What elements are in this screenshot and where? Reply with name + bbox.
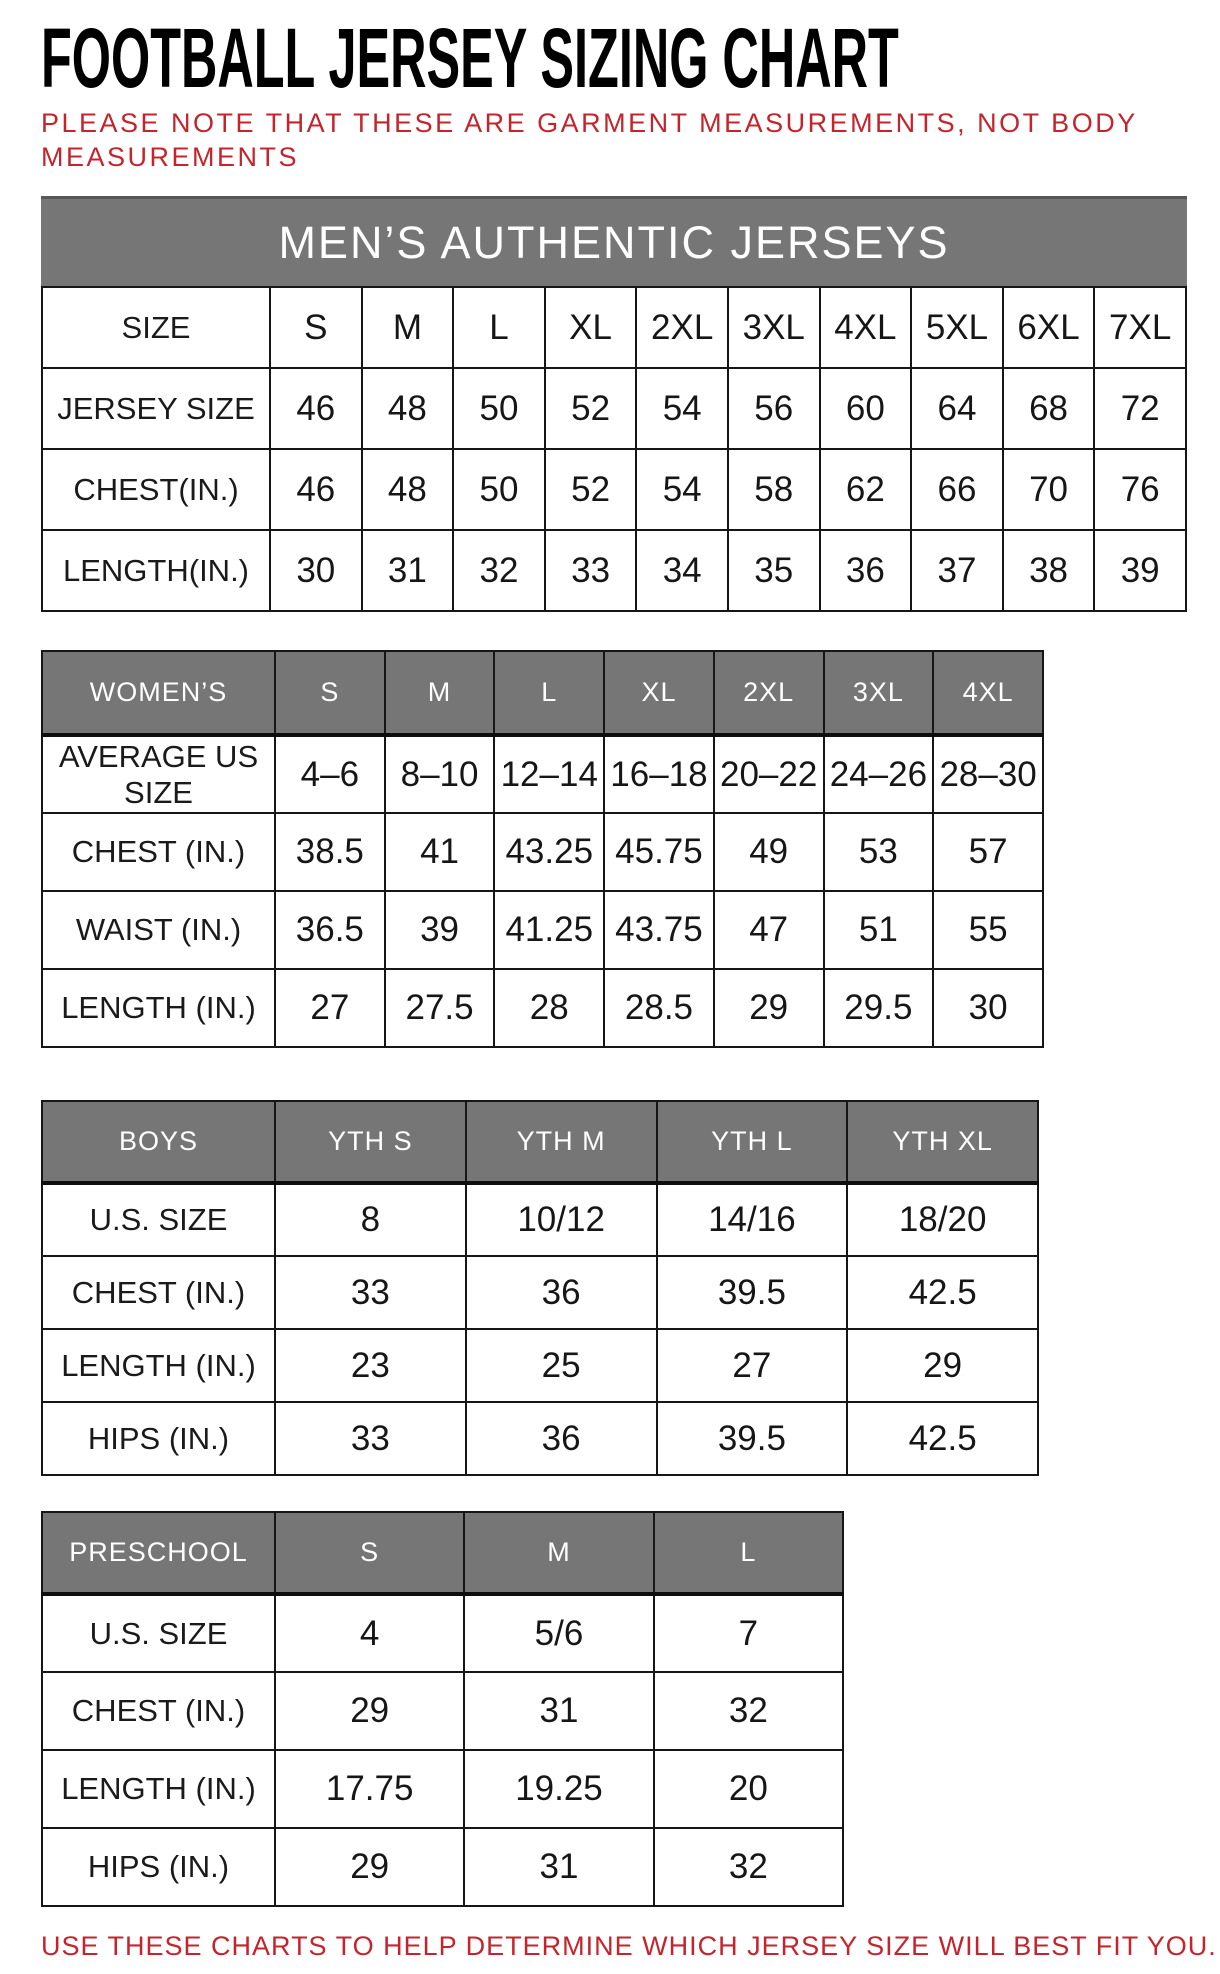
table-row: [42, 1183, 1038, 1256]
data-cell: 32: [654, 1672, 843, 1750]
data-cell: 43.75: [604, 891, 714, 969]
data-cell: 30: [933, 969, 1043, 1047]
table-row: [42, 1256, 1038, 1329]
womens-table: [41, 650, 1044, 1048]
row-label: CHEST (IN.): [42, 1672, 275, 1750]
data-cell: 36.5: [275, 891, 385, 969]
footer-note: USE THESE CHARTS TO HELP DETERMINE WHICH JERSEY SIZE WILL BEST FIT YOU.: [41, 1931, 1217, 1961]
data-cell: 5/6: [464, 1594, 653, 1672]
header-row: [42, 1101, 1038, 1183]
data-cell: 4XL: [820, 287, 912, 368]
data-cell: 33: [275, 1256, 466, 1329]
data-cell: 28.5: [604, 969, 714, 1047]
data-cell: 55: [933, 891, 1043, 969]
data-cell: 38.5: [275, 813, 385, 891]
column-header: YTH S: [275, 1101, 466, 1183]
table-row: [42, 1750, 843, 1828]
data-cell: 49: [714, 813, 824, 891]
column-header: 3XL: [824, 651, 934, 735]
data-cell: 29: [275, 1672, 464, 1750]
data-cell: 3XL: [728, 287, 820, 368]
data-cell: 29: [847, 1329, 1038, 1402]
data-cell: 39: [385, 891, 495, 969]
table-row: [42, 1329, 1038, 1402]
data-cell: 7XL: [1094, 287, 1186, 368]
row-label: LENGTH (IN.): [42, 969, 275, 1047]
data-cell: M: [362, 287, 454, 368]
data-cell: 32: [453, 530, 545, 611]
data-cell: 5XL: [911, 287, 1003, 368]
header-row: [42, 651, 1043, 735]
data-cell: 19.25: [464, 1750, 653, 1828]
boys-section: [41, 1100, 1220, 1476]
data-cell: 8–10: [385, 735, 495, 813]
data-cell: 10/12: [466, 1183, 657, 1256]
column-header: YTH XL: [847, 1101, 1038, 1183]
preschool-section: [41, 1511, 1220, 1907]
row-label: U.S. SIZE: [42, 1594, 275, 1672]
data-cell: 27.5: [385, 969, 495, 1047]
data-cell: 38: [1003, 530, 1095, 611]
data-cell: 8: [275, 1183, 466, 1256]
boys-table: [41, 1100, 1039, 1476]
data-cell: 42.5: [847, 1256, 1038, 1329]
mens-table: [41, 286, 1187, 612]
data-cell: XL: [545, 287, 637, 368]
data-cell: 47: [714, 891, 824, 969]
row-label: CHEST(IN.): [42, 449, 270, 530]
data-cell: S: [270, 287, 362, 368]
garment-measurements-note: PLEASE NOTE THAT THESE ARE GARMENT MEASUREMENTS, NOT BODY MEASUREMENTS: [41, 108, 1138, 172]
data-cell: 50: [453, 368, 545, 449]
row-label: LENGTH(IN.): [42, 530, 270, 611]
data-cell: 23: [275, 1329, 466, 1402]
table-row: [42, 1594, 843, 1672]
column-header: YTH M: [466, 1101, 657, 1183]
data-cell: 29: [714, 969, 824, 1047]
data-cell: 60: [820, 368, 912, 449]
table-row: [42, 813, 1043, 891]
data-cell: 36: [820, 530, 912, 611]
data-cell: 20: [654, 1750, 843, 1828]
data-cell: 58: [728, 449, 820, 530]
data-cell: 18/20: [847, 1183, 1038, 1256]
data-cell: 29: [275, 1828, 464, 1906]
table-row: [42, 287, 1186, 368]
data-cell: 53: [824, 813, 934, 891]
data-cell: 41.25: [494, 891, 604, 969]
row-label: HIPS (IN.): [42, 1402, 275, 1475]
data-cell: 54: [636, 449, 728, 530]
data-cell: 46: [270, 368, 362, 449]
data-cell: 31: [464, 1672, 653, 1750]
data-cell: L: [453, 287, 545, 368]
data-cell: 35: [728, 530, 820, 611]
table-row: [42, 1828, 843, 1906]
data-cell: 28: [494, 969, 604, 1047]
column-header: S: [275, 1512, 464, 1594]
data-cell: 64: [911, 368, 1003, 449]
table-row: [42, 368, 1186, 449]
row-label: CHEST (IN.): [42, 813, 275, 891]
data-cell: 45.75: [604, 813, 714, 891]
column-header: 2XL: [714, 651, 824, 735]
data-cell: 56: [728, 368, 820, 449]
row-label: LENGTH (IN.): [42, 1329, 275, 1402]
column-header: YTH L: [657, 1101, 848, 1183]
row-label: AVERAGE US SIZE: [42, 735, 275, 813]
data-cell: 25: [466, 1329, 657, 1402]
row-label: HIPS (IN.): [42, 1828, 275, 1906]
table-row: [42, 735, 1043, 813]
preschool-table: [41, 1511, 844, 1907]
data-cell: 54: [636, 368, 728, 449]
data-cell: 70: [1003, 449, 1095, 530]
data-cell: 20–22: [714, 735, 824, 813]
data-cell: 48: [362, 368, 454, 449]
data-cell: 41: [385, 813, 495, 891]
data-cell: 4: [275, 1594, 464, 1672]
data-cell: 52: [545, 449, 637, 530]
column-header: 4XL: [933, 651, 1043, 735]
data-cell: 36: [466, 1256, 657, 1329]
data-cell: 30: [270, 530, 362, 611]
data-cell: 66: [911, 449, 1003, 530]
column-header: S: [275, 651, 385, 735]
row-label: WAIST (IN.): [42, 891, 275, 969]
data-cell: 29.5: [824, 969, 934, 1047]
data-cell: 7: [654, 1594, 843, 1672]
data-cell: 12–14: [494, 735, 604, 813]
data-cell: 24–26: [824, 735, 934, 813]
data-cell: 37: [911, 530, 1003, 611]
row-label: LENGTH (IN.): [42, 1750, 275, 1828]
row-label: JERSEY SIZE: [42, 368, 270, 449]
data-cell: 68: [1003, 368, 1095, 449]
table-row: [42, 530, 1186, 611]
table-title-cell: WOMEN’S: [42, 651, 275, 735]
data-cell: 39: [1094, 530, 1186, 611]
data-cell: 4–6: [275, 735, 385, 813]
page-title: FOOTBALL JERSEY SIZING CHART: [41, 11, 899, 105]
data-cell: 31: [362, 530, 454, 611]
table-row: [42, 969, 1043, 1047]
data-cell: 52: [545, 368, 637, 449]
column-header: L: [494, 651, 604, 735]
data-cell: 27: [275, 969, 385, 1047]
table-row: [42, 1402, 1038, 1475]
data-cell: 28–30: [933, 735, 1043, 813]
data-cell: 50: [453, 449, 545, 530]
table-row: [42, 891, 1043, 969]
data-cell: 31: [464, 1828, 653, 1906]
data-cell: 14/16: [657, 1183, 848, 1256]
column-header: M: [385, 651, 495, 735]
data-cell: 39.5: [657, 1256, 848, 1329]
table-row: [42, 449, 1186, 530]
data-cell: 39.5: [657, 1402, 848, 1475]
data-cell: 2XL: [636, 287, 728, 368]
data-cell: 57: [933, 813, 1043, 891]
data-cell: 36: [466, 1402, 657, 1475]
data-cell: 33: [275, 1402, 466, 1475]
data-cell: 6XL: [1003, 287, 1095, 368]
womens-section: [41, 650, 1220, 1048]
data-cell: 48: [362, 449, 454, 530]
data-cell: 43.25: [494, 813, 604, 891]
table-title-cell: PRESCHOOL: [42, 1512, 275, 1594]
data-cell: 42.5: [847, 1402, 1038, 1475]
data-cell: 27: [657, 1329, 848, 1402]
column-header: L: [654, 1512, 843, 1594]
data-cell: 76: [1094, 449, 1186, 530]
mens-banner: MEN’S AUTHENTIC JERSEYS: [41, 196, 1187, 286]
data-cell: 62: [820, 449, 912, 530]
row-label: U.S. SIZE: [42, 1183, 275, 1256]
data-cell: 34: [636, 530, 728, 611]
data-cell: 16–18: [604, 735, 714, 813]
row-label: SIZE: [42, 287, 270, 368]
mens-section: [41, 196, 1220, 612]
data-cell: 72: [1094, 368, 1186, 449]
column-header: XL: [604, 651, 714, 735]
row-label: CHEST (IN.): [42, 1256, 275, 1329]
data-cell: 32: [654, 1828, 843, 1906]
table-title-cell: BOYS: [42, 1101, 275, 1183]
data-cell: 17.75: [275, 1750, 464, 1828]
column-header: M: [464, 1512, 653, 1594]
data-cell: 33: [545, 530, 637, 611]
data-cell: 51: [824, 891, 934, 969]
data-cell: 46: [270, 449, 362, 530]
table-row: [42, 1672, 843, 1750]
header-row: [42, 1512, 843, 1594]
